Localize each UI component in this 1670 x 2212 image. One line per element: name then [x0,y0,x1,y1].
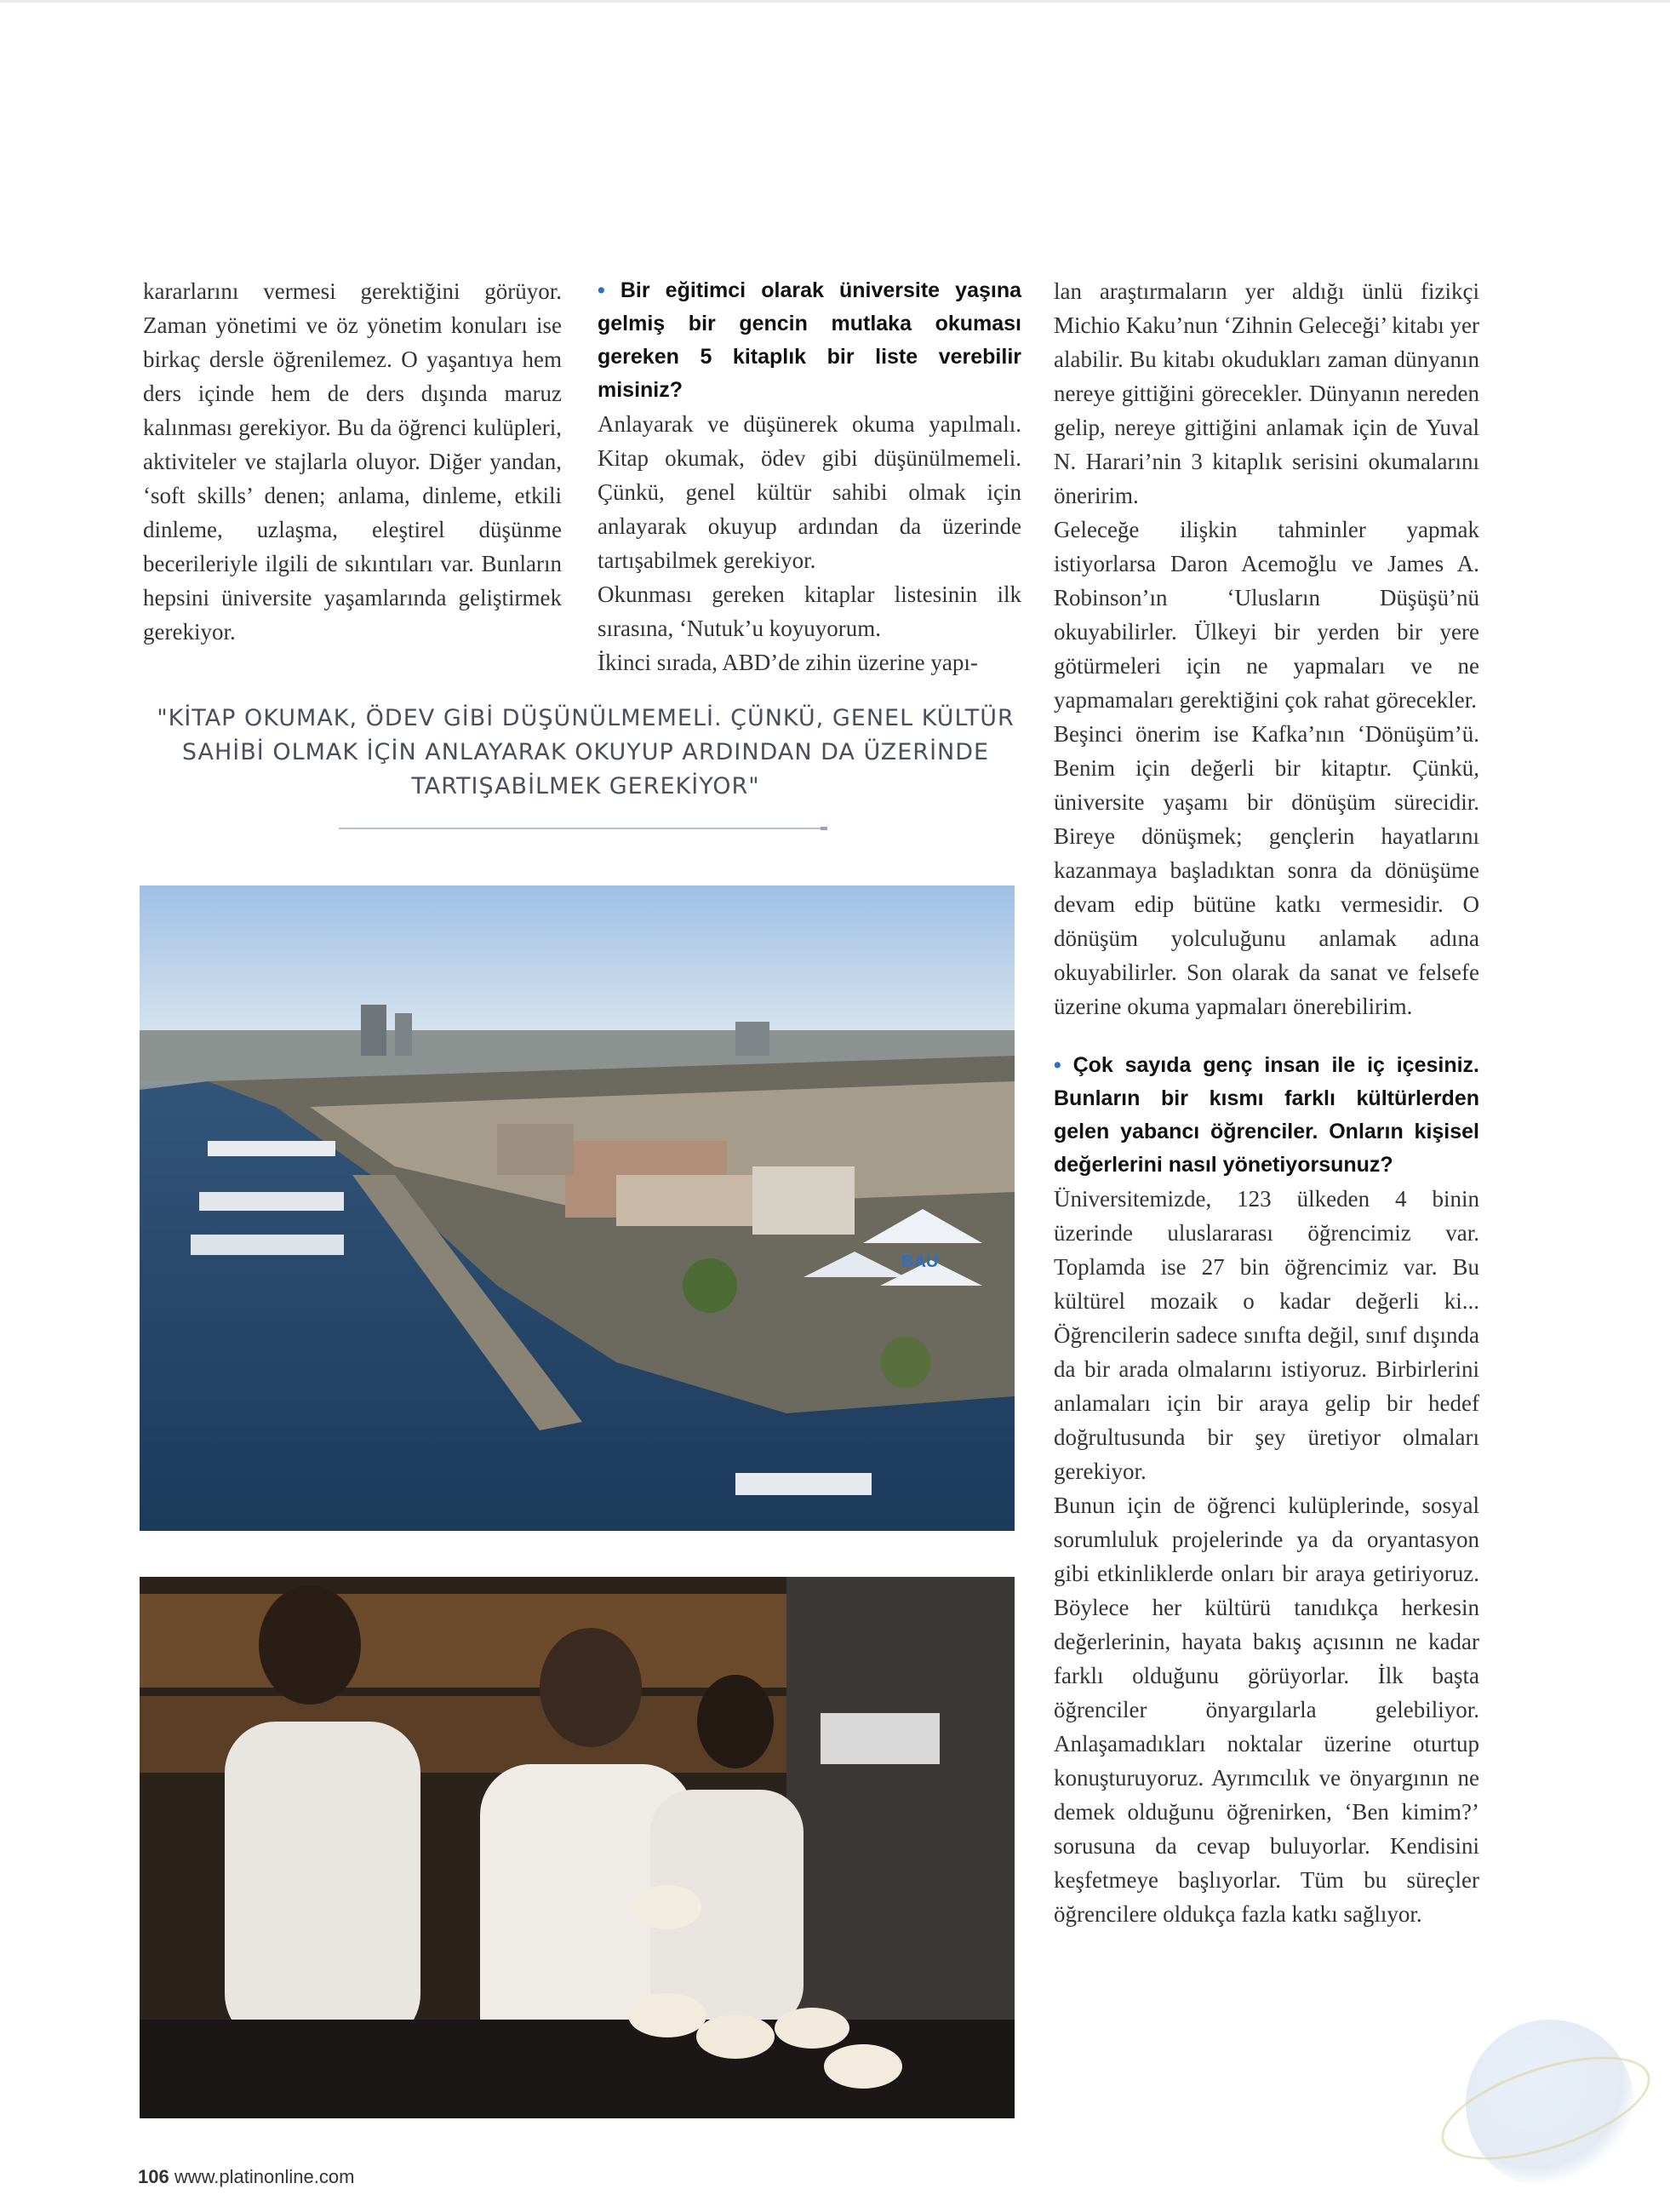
body-paragraph: kararlarını vermesi gerektiğini görüyor. Zaman yönetimi ve öz yönetim konuları ise birkaç dersle öğrenilemez. O yaşantıya hem ders içinde hem de ders dışında maruz kalınması gerekiyor. Bu da öğrenci kulüpleri, aktiviteler ve stajlarla oluyor. Diğer yandan, ‘soft skills’ denen; anlama, dinleme, etkili dinleme, uzlaşma, eleştirel düşünme becerileriyle ilgili de sıkıntıları var. Bunların hepsini üniversite yaşamlarında geliştirmek gerekiyor. [143,278,562,645]
body-paragraph: Anlayarak ve düşünerek okuma yapılmalı. Kitap okumak, ödev gibi düşünülmemeli. Çünkü, genel kültür sahibi olmak için anlayarak okuyup ardından da üzerinde tartışabilmek gerekiyor. [598,411,1021,573]
question-text: Çok sayıda genç insan ile iç içesiniz. Bunların bir kısmı farklı kültürlerden gelen yabancı öğrenciler. Onların kişisel değerlerini nasıl yönetiyorsunuz? [1054,1053,1479,1177]
body-paragraph: lan araştırmaların yer aldığı ünlü fizikçi Michio Kaku’nun ‘Zihnin Geleceği’ kitabı yer alabilir. Bu kitabı okudukları zaman dünyanın nereye gittiğini görecekler. Dünyanın nereden gelip, nereye gittiğini anlamak için de Yuval N. Harari’nin 3 kitaplık serisini okumalarını öneririm. [1054,278,1479,508]
article-column-3 [1054,274,1479,1931]
question-text: Bir eğitimci olarak üniversite yaşına gelmiş bir gencin mutlaka okuması gereken 5 kitaplık bir liste verebilir misiniz? [598,278,1021,402]
body-paragraph: Geleceğe ilişkin tahminler yapmak istiyorlarsa Daron Acemoğlu ve James A. Robinson’ın ‘Ulusların Düşüşü’nü okuyabilirler. Ülkeyi bir yerden bir yere götürmeleri için ne yapmaları ve ne yapmamaları gerektiğini çok rahat görecekler. [1054,517,1479,713]
top-border [0,0,1670,3]
spacer [1054,1023,1479,1049]
website-url: www.platinonline.com [174,2166,355,2187]
aerial-campus-photo [140,885,1015,1531]
pull-quote-rule [339,828,824,829]
bullet-icon: • [598,278,621,302]
body-paragraph: Okunması gereken kitaplar listesinin ilk sırasına, ‘Nutuk’u koyuyorum. [598,582,1021,641]
article-column-1 [143,274,562,649]
bullet-icon: • [1054,1053,1073,1077]
article-column-2 [598,274,1021,679]
body-paragraph: Üniversitemizde, 123 ülkeden 4 binin üzerinde uluslararası öğrencimiz var. Toplamda ise 27 bin öğrencimiz var. Bu kültürel mozaik o kadar değerli ki... Öğrencilerin sadece sınıfta değil, sınıf dışında da bir arada olmalarını istiyoruz. Birbirlerini anlamaları için bir araya gelip bir hedef doğrultusunda bir şey üretiyor olmaları gerekiyor. [1054,1186,1479,1484]
interview-question [1054,1049,1479,1182]
page-number: 106 [138,2166,169,2187]
kitchen-students-photo [140,1577,1015,2118]
body-paragraph: Bunun için de öğrenci kulüplerinde, sosyal sorumluluk projelerinde ya da oryantasyon gibi etkinliklerde onları bir araya getiriyoruz. Böylece her kültürü tanıdıkça herkesin değerlerinin, hayata bakış açısının ne kadar farklı olduğunu görüyorlar. İlk başta öğrenciler önyargılarla gelebiliyor. Anlaşamadıkları noktalar üzerine oturtup konuşturuyoruz. Ayrımcılık ve önyargının ne demek olduğunu öğrenirken, ‘Ben kimim?’ sorusuna da cevap buluyorlar. Kendisini keşfetmeye başlıyorlar. Tüm bu süreçler öğrencilere oldukça fazla katkı sağlıyor. [1054,1493,1479,1927]
bau-logo-text: BAU [901,1252,939,1271]
interview-question [598,274,1021,407]
pull-quote: "KİTAP OKUMAK, ÖDEV GİBİ DÜŞÜNÜLMEMELİ. ÇÜNKÜ, GENEL KÜLTÜR SAHİBİ OLMAK İÇİN ANLAYARAK OKUYUP ARDINDAN DA ÜZERİNDE TARTIŞABİLMEK GEREKİYOR" [157,705,1015,799]
kitchen-illustration [140,1577,1015,2118]
body-paragraph: Beşinci önerim ise Kafka’nın ‘Dönüşüm’ü. Benim için değerli bir kitaptır. Çünkü, üniversite yaşamı bir dönüşüm sürecidir. Bireye dönüşmek; gençlerin hayatlarını kazanmaya başladıktan sonra da dönüşüme devam edip bütüne katkı vermesidir. O dönüşüm yolculuğunu anlamak adına okuyabilirler. Son olarak da sanat ve felsefe üzerine okuma yapmaları önerebilirim. [1054,721,1479,1019]
page-footer [138,2166,354,2188]
aerial-campus-illustration [140,885,1015,1531]
body-paragraph: İkinci sırada, ABD’de zihin üzerine yapı- [598,650,978,675]
